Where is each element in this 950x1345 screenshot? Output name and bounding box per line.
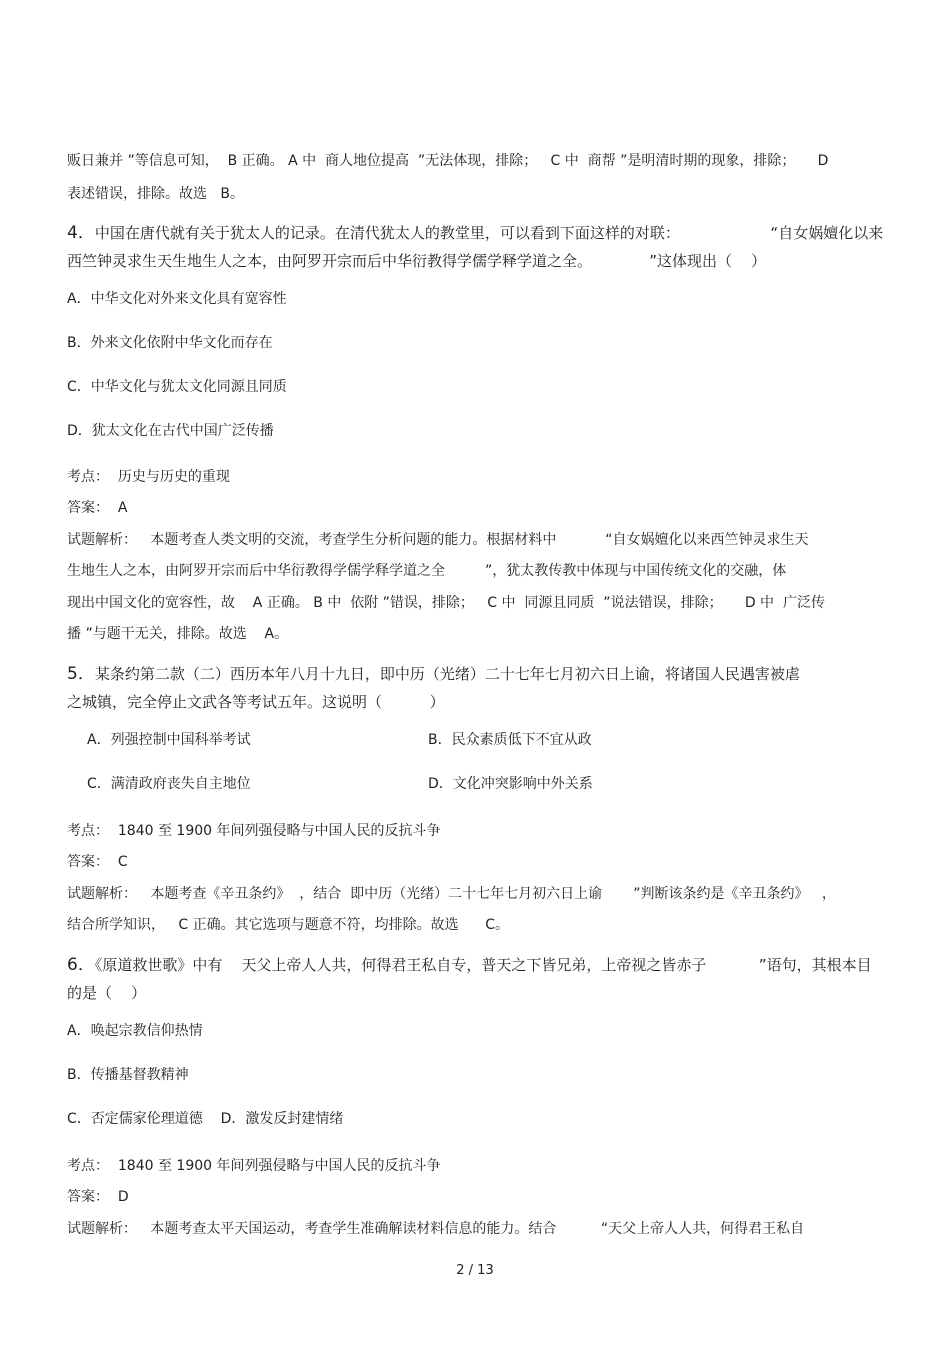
option-a: A．唤起宗教信仰热情 bbox=[67, 1023, 203, 1039]
kaodian: 考点： 1840 至 1900 年间列强侵略与中国人民的反抗斗争 bbox=[67, 823, 441, 839]
kaodian: 考点： 历史与历史的重现 bbox=[67, 469, 230, 485]
kaodian: 考点： 1840 至 1900 年间列强侵略与中国人民的反抗斗争 bbox=[67, 1158, 441, 1174]
question-number: 6． bbox=[67, 955, 95, 975]
answer: 答案： D bbox=[67, 1189, 129, 1205]
continuation-line: 贩日兼并 ”等信息可知， B 正确。 A 中 商人地位提高 ”无法体现，排除； C 中 商帮 ”是明清时期的现象，排除； D bbox=[67, 153, 829, 169]
question-number: 5． bbox=[67, 664, 95, 684]
stem-line: 《原道救世歌》中有 天父上帝人人共，何得君王私自专，普天之下皆兄弟，上帝视之皆赤子 ”语句，其根本目 bbox=[94, 956, 872, 974]
option-a: A．中华文化对外来文化具有宽容性 bbox=[67, 291, 287, 307]
option-c: C．中华文化与犹太文化同源且同质 bbox=[67, 379, 287, 395]
option-a: A．列强控制中国科举考试 bbox=[87, 732, 251, 748]
analysis-line: 试题解析： 本题考查人类文明的交流，考查学生分析问题的能力。根据材料中 “自女娲嬗化以来西竺钟灵求生天 bbox=[67, 532, 809, 548]
analysis-line: 生地生人之本，由阿罗开宗而后中华衍教得学儒学释学道之全 ”，犹太教传教中体现与中国传统文化的交融，体 bbox=[67, 563, 787, 579]
stem-line: 某条约第二款（二）西历本年八月十九日，即中历（光绪）二十七年七月初六日上谕，将诸国人民遇害被虐 bbox=[94, 665, 800, 683]
option-b: B．传播基督教精神 bbox=[67, 1067, 189, 1083]
question-5-stem bbox=[67, 664, 800, 684]
answer: 答案： A bbox=[67, 500, 128, 516]
page-number: 2 / 13 bbox=[456, 1263, 494, 1278]
option-d: D．犹太文化在古代中国广泛传播 bbox=[67, 423, 274, 439]
answer: 答案： C bbox=[67, 854, 128, 870]
analysis-line: 试题解析： 本题考查太平天国运动，考查学生准确解读材料信息的能力。结合 “天父上帝人人共，何得君王私自 bbox=[67, 1221, 805, 1237]
stem-line: 中国在唐代就有关于犹太人的记录。在清代犹太人的教堂里，可以看到下面这样的对联： “自女娲嬗化以来 bbox=[94, 224, 884, 242]
option-c: C．满清政府丧失自主地位 bbox=[87, 776, 251, 792]
analysis-line: 播 ”与题干无关，排除。故选 A。 bbox=[67, 626, 289, 642]
analysis-line: 结合所学知识， C 正确。其它选项与题意不符，均排除。故选 C。 bbox=[67, 917, 510, 933]
question-5-stem-cont: 之城镇，完全停止文武各等考试五年。这说明（ ） bbox=[67, 693, 445, 711]
option-b: B．外来文化依附中华文化而存在 bbox=[67, 335, 273, 351]
question-6-stem bbox=[67, 955, 872, 975]
continuation-line: 表述错误，排除。故选 B。 bbox=[67, 186, 244, 202]
option-b: B．民众素质低下不宜从政 bbox=[428, 732, 592, 748]
question-4-stem bbox=[67, 223, 883, 243]
analysis-line: 现出中国文化的宽容性，故 A 正确。 B 中 依附 ”错误，排除； C 中 同源且同质 ”说法错误，排除； D 中 广泛传 bbox=[67, 595, 825, 611]
option-c-d: C．否定儒家伦理道德 D．激发反封建情绪 bbox=[67, 1111, 344, 1127]
question-6-stem-cont: 的是（ ） bbox=[67, 984, 147, 1002]
option-d: D．文化冲突影响中外关系 bbox=[428, 776, 593, 792]
question-4-stem-cont: 西竺钟灵求生天生地生人之本，由阿罗开宗而后中华衍教得学儒学释学道之全。 ”这体现出（ ） bbox=[67, 252, 767, 270]
question-number: 4． bbox=[67, 223, 95, 243]
analysis-line: 试题解析： 本题考查《辛丑条约》 ，结合 即中历（光绪）二十七年七月初六日上谕 ”判断该条约是《辛丑条约》 ， bbox=[67, 886, 836, 902]
